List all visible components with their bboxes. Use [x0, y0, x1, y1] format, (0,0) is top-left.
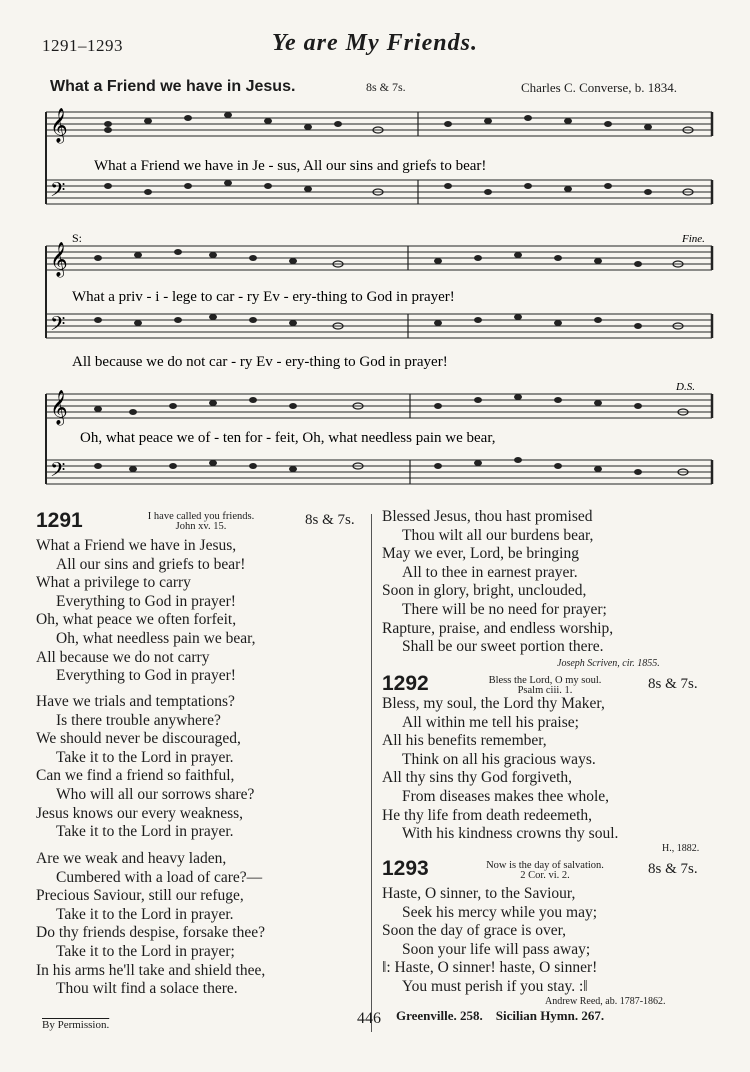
lyric-line-1: What a Friend we have in Je - sus, All our sins and griefs to bear! [94, 158, 487, 174]
hymn-1292-author: H., 1882. [662, 843, 700, 854]
treble-clef-icon: 𝄞 [50, 108, 68, 143]
alternate-tunes: Greenville. 258. Sicilian Hymn. 267. [396, 1008, 605, 1023]
lyric-line-2: What a priv - i - lege to car - ry Ev - ery-thing to God in prayer! [72, 289, 455, 305]
treble-clef-icon: 𝄞 [50, 242, 68, 277]
tune-title: What a Friend we have in Jesus. [50, 78, 296, 95]
hymn-1293-reference: Now is the day of salvation. 2 Cor. vi. 2. [486, 860, 604, 881]
page-number: 446 [357, 1010, 381, 1027]
hymn-1291-stanza-3: Are we weak and heavy laden, Cumbered with a load of care?— Precious Saviour, still our refuge, Take it to the Lord in prayer. Do thy friends despise, forsake thee? Take it to the Lord in prayer; In his arms he'll take and shield thee, Thou wilt find a solace there. [36, 850, 266, 998]
hymn-1293-text: Haste, O sinner, to the Saviour, Seek his mercy while you may; Soon the day of grace is over, Soon your life will pass away; ‖: Haste, O sinner! haste, O sinner! You must perish if you stay. :‖ [382, 885, 598, 995]
hymn-1291-stanza-2: Have we trials and temptations? Is there trouble anywhere? We should never be discouraged, Take it to the Lord in prayer. Can we find a friend so faithful, Who will all our sorrows share? Jesus knows our every weakness, Take it to the Lord in prayer. [36, 693, 255, 841]
music-system-3 [38, 380, 718, 500]
hymn-1291-author: Joseph Scriven, cir. 1855. [557, 658, 660, 669]
tune-meter: 8s & 7s. [366, 80, 406, 94]
hymn-1293-number: 1293 [382, 857, 429, 880]
treble-clef-icon: 𝄞 [50, 390, 68, 425]
hymn-1292-number: 1292 [382, 672, 429, 695]
hymn-1291-stanza-1: What a Friend we have in Jesus, All our sins and griefs to bear! What a privilege to carry Everything to God in prayer! Oh, what peace we often forfeit, Oh, what needless pain we bear, All because we do not carry Everything to God in prayer! [36, 537, 256, 685]
bass-clef-icon: 𝄢 [50, 312, 66, 340]
tune-composer: Charles C. Converse, b. 1834. [521, 80, 677, 95]
hymn-1293-meter: 8s & 7s. [648, 861, 698, 877]
music-system-2 [38, 232, 718, 382]
permission-note: By Permission. [42, 1019, 110, 1031]
hymn-range: 1291–1293 [42, 36, 123, 55]
hymn-1291-reference: I have called you friends. John xv. 15. [147, 511, 255, 532]
hymn-1291-stanza-4: Blessed Jesus, thou hast promised Thou wilt all our burdens bear, May we ever, Lord, be bringing All to thee in earnest prayer. Soon in glory, bright, unclouded, There will be no need for prayer; Rapture, praise, and endless worship, Shall be our sweet portion there. [382, 508, 614, 656]
bass-clef-icon: 𝄢 [50, 458, 66, 486]
hymn-1292-reference: Bless the Lord, O my soul. Psalm ciii. 1. [488, 675, 602, 696]
bass-clef-icon: 𝄢 [50, 178, 66, 206]
hymn-1292-text: Bless, my soul, the Lord thy Maker, All within me tell his praise; All his benefits remember, Think on all his gracious ways. All thy sins thy God forgiveth, From diseases makes thee whole, He thy life from death redeemeth, With his kindness crowns thy soul. [382, 695, 619, 843]
music-system-1 [38, 100, 718, 215]
lyric-line-3: All because we do not car - ry Ev - ery-thing to God in prayer! [72, 354, 448, 370]
page-title: Ye are My Friends. [272, 30, 478, 56]
segno-marker: S: [72, 232, 83, 245]
hymn-1292-meter: 8s & 7s. [648, 676, 698, 692]
ds-marker: D.S. [676, 381, 695, 393]
column-divider [371, 514, 372, 1032]
hymn-1291-meter: 8s & 7s. [305, 512, 355, 528]
lyric-line-4: Oh, what peace we of - ten for - feit, Oh, what needless pain we bear, [80, 430, 496, 446]
hymn-1291-number: 1291 [36, 509, 83, 532]
hymn-1293-author: Andrew Reed, ab. 1787-1862. [545, 996, 666, 1007]
fine-marker: Fine. [682, 233, 705, 245]
